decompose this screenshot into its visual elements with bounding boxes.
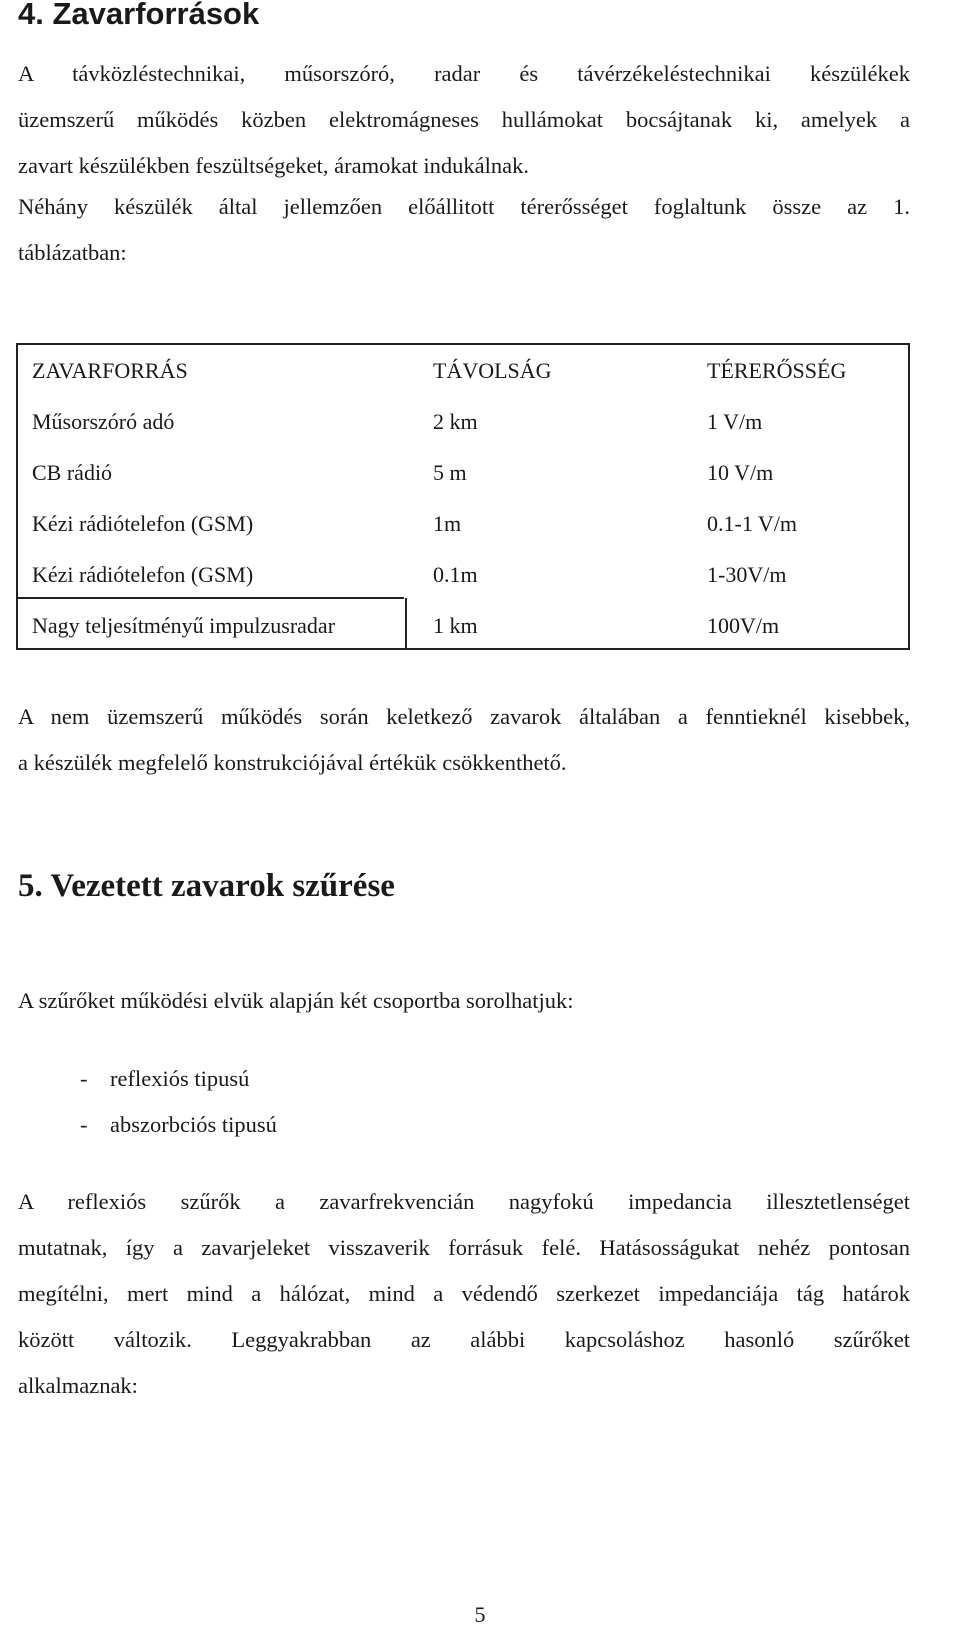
table-cell: 1m bbox=[433, 511, 462, 536]
list-item-text: abszorbciós tipusú bbox=[110, 1112, 277, 1137]
table-cell: 100V/m bbox=[707, 613, 780, 638]
table-header-row bbox=[18, 345, 910, 396]
table-cell: Kézi rádiótelefon (GSM) bbox=[32, 562, 254, 587]
section-5-paragraph-1 bbox=[18, 978, 910, 1024]
table-cell: Nagy teljesítményű impulzusradar bbox=[32, 613, 336, 638]
list-item bbox=[80, 1102, 277, 1148]
table-row bbox=[18, 600, 910, 651]
text-line: zavart készülékben feszültségeket, áramokat indukálnak. bbox=[18, 153, 530, 178]
table-cell: 0.1-1 V/m bbox=[707, 511, 798, 536]
table-cell: 0.1m bbox=[433, 562, 478, 587]
table-cell: Műsorszóró adó bbox=[32, 409, 175, 434]
header-distance: TÁVOLSÁG bbox=[433, 358, 552, 383]
table-cell: 10 V/m bbox=[707, 460, 774, 485]
table-cell: Kézi rádiótelefon (GSM) bbox=[32, 511, 254, 536]
table-row bbox=[18, 498, 910, 549]
page-number: 5 bbox=[474, 1602, 486, 1627]
text-line: A szűrőket működési elvük alapján két csoportba sorolhatjuk: bbox=[18, 988, 574, 1013]
table-row bbox=[18, 549, 910, 600]
bullet-marker: - bbox=[80, 1112, 88, 1137]
header-field-strength: TÉRERŐSSÉG bbox=[707, 358, 847, 383]
section-4-paragraph-2 bbox=[18, 184, 910, 276]
text-line: táblázatban: bbox=[18, 240, 127, 265]
filter-types-list bbox=[80, 1056, 277, 1148]
text-line: üzemszerű működés közben elektromágneses hullámokat bocsájtanak ki, amelyek a bbox=[18, 107, 910, 132]
section-4-paragraph-3 bbox=[18, 694, 910, 786]
section-5-heading: 5. Vezetett zavarok szűrése bbox=[18, 868, 395, 904]
table-cell: 2 km bbox=[433, 409, 478, 434]
text-line: között változik. Leggyakrabban az alábbi kapcsoláshoz hasonló szűrőket bbox=[18, 1327, 910, 1352]
section-4-heading: 4. Zavarforrások bbox=[18, 0, 260, 31]
table-column-divider bbox=[405, 598, 407, 649]
table-row bbox=[18, 396, 910, 447]
table-cell: 5 m bbox=[433, 460, 467, 485]
text-line: Néhány készülék által jellemzően előállitott térerősséget foglaltunk össze az 1. bbox=[18, 194, 910, 219]
bullet-marker: - bbox=[80, 1066, 88, 1091]
text-line: alkalmaznak: bbox=[18, 1373, 138, 1398]
table-cell: CB rádió bbox=[32, 460, 113, 485]
header-source: ZAVARFORRÁS bbox=[32, 358, 188, 383]
interference-sources-table bbox=[18, 343, 910, 650]
text-line: a készülék megfelelő konstrukciójával értékük csökkenthető. bbox=[18, 750, 567, 775]
table-cell: 1 km bbox=[433, 613, 478, 638]
text-line: A nem üzemszerű működés során keletkező zavarok általában a fenntieknél kisebbek, bbox=[18, 704, 910, 729]
table-row bbox=[18, 447, 910, 498]
table-rule bbox=[18, 597, 404, 599]
text-line: A reflexiós szűrők a zavarfrekvencián nagyfokú impedancia illesztetlenséget bbox=[18, 1189, 910, 1214]
table-cell: 1 V/m bbox=[707, 409, 763, 434]
text-line: megítélni, mert mind a hálózat, mind a védendő szerkezet impedanciája tág határok bbox=[18, 1281, 910, 1306]
table-cell: 1-30V/m bbox=[707, 562, 787, 587]
section-5-paragraph-2 bbox=[18, 1179, 910, 1409]
section-4-paragraph-1 bbox=[18, 51, 910, 189]
text-line: mutatnak, így a zavarjeleket visszaverik forrásuk felé. Hatásosságukat nehéz pontosan bbox=[18, 1235, 910, 1260]
table-body bbox=[18, 345, 910, 651]
list-item bbox=[80, 1056, 277, 1102]
list-item-text: reflexiós tipusú bbox=[110, 1066, 250, 1091]
text-line: A távközléstechnikai, műsorszóró, radar és távérzékeléstechnikai készülékek bbox=[18, 61, 910, 86]
